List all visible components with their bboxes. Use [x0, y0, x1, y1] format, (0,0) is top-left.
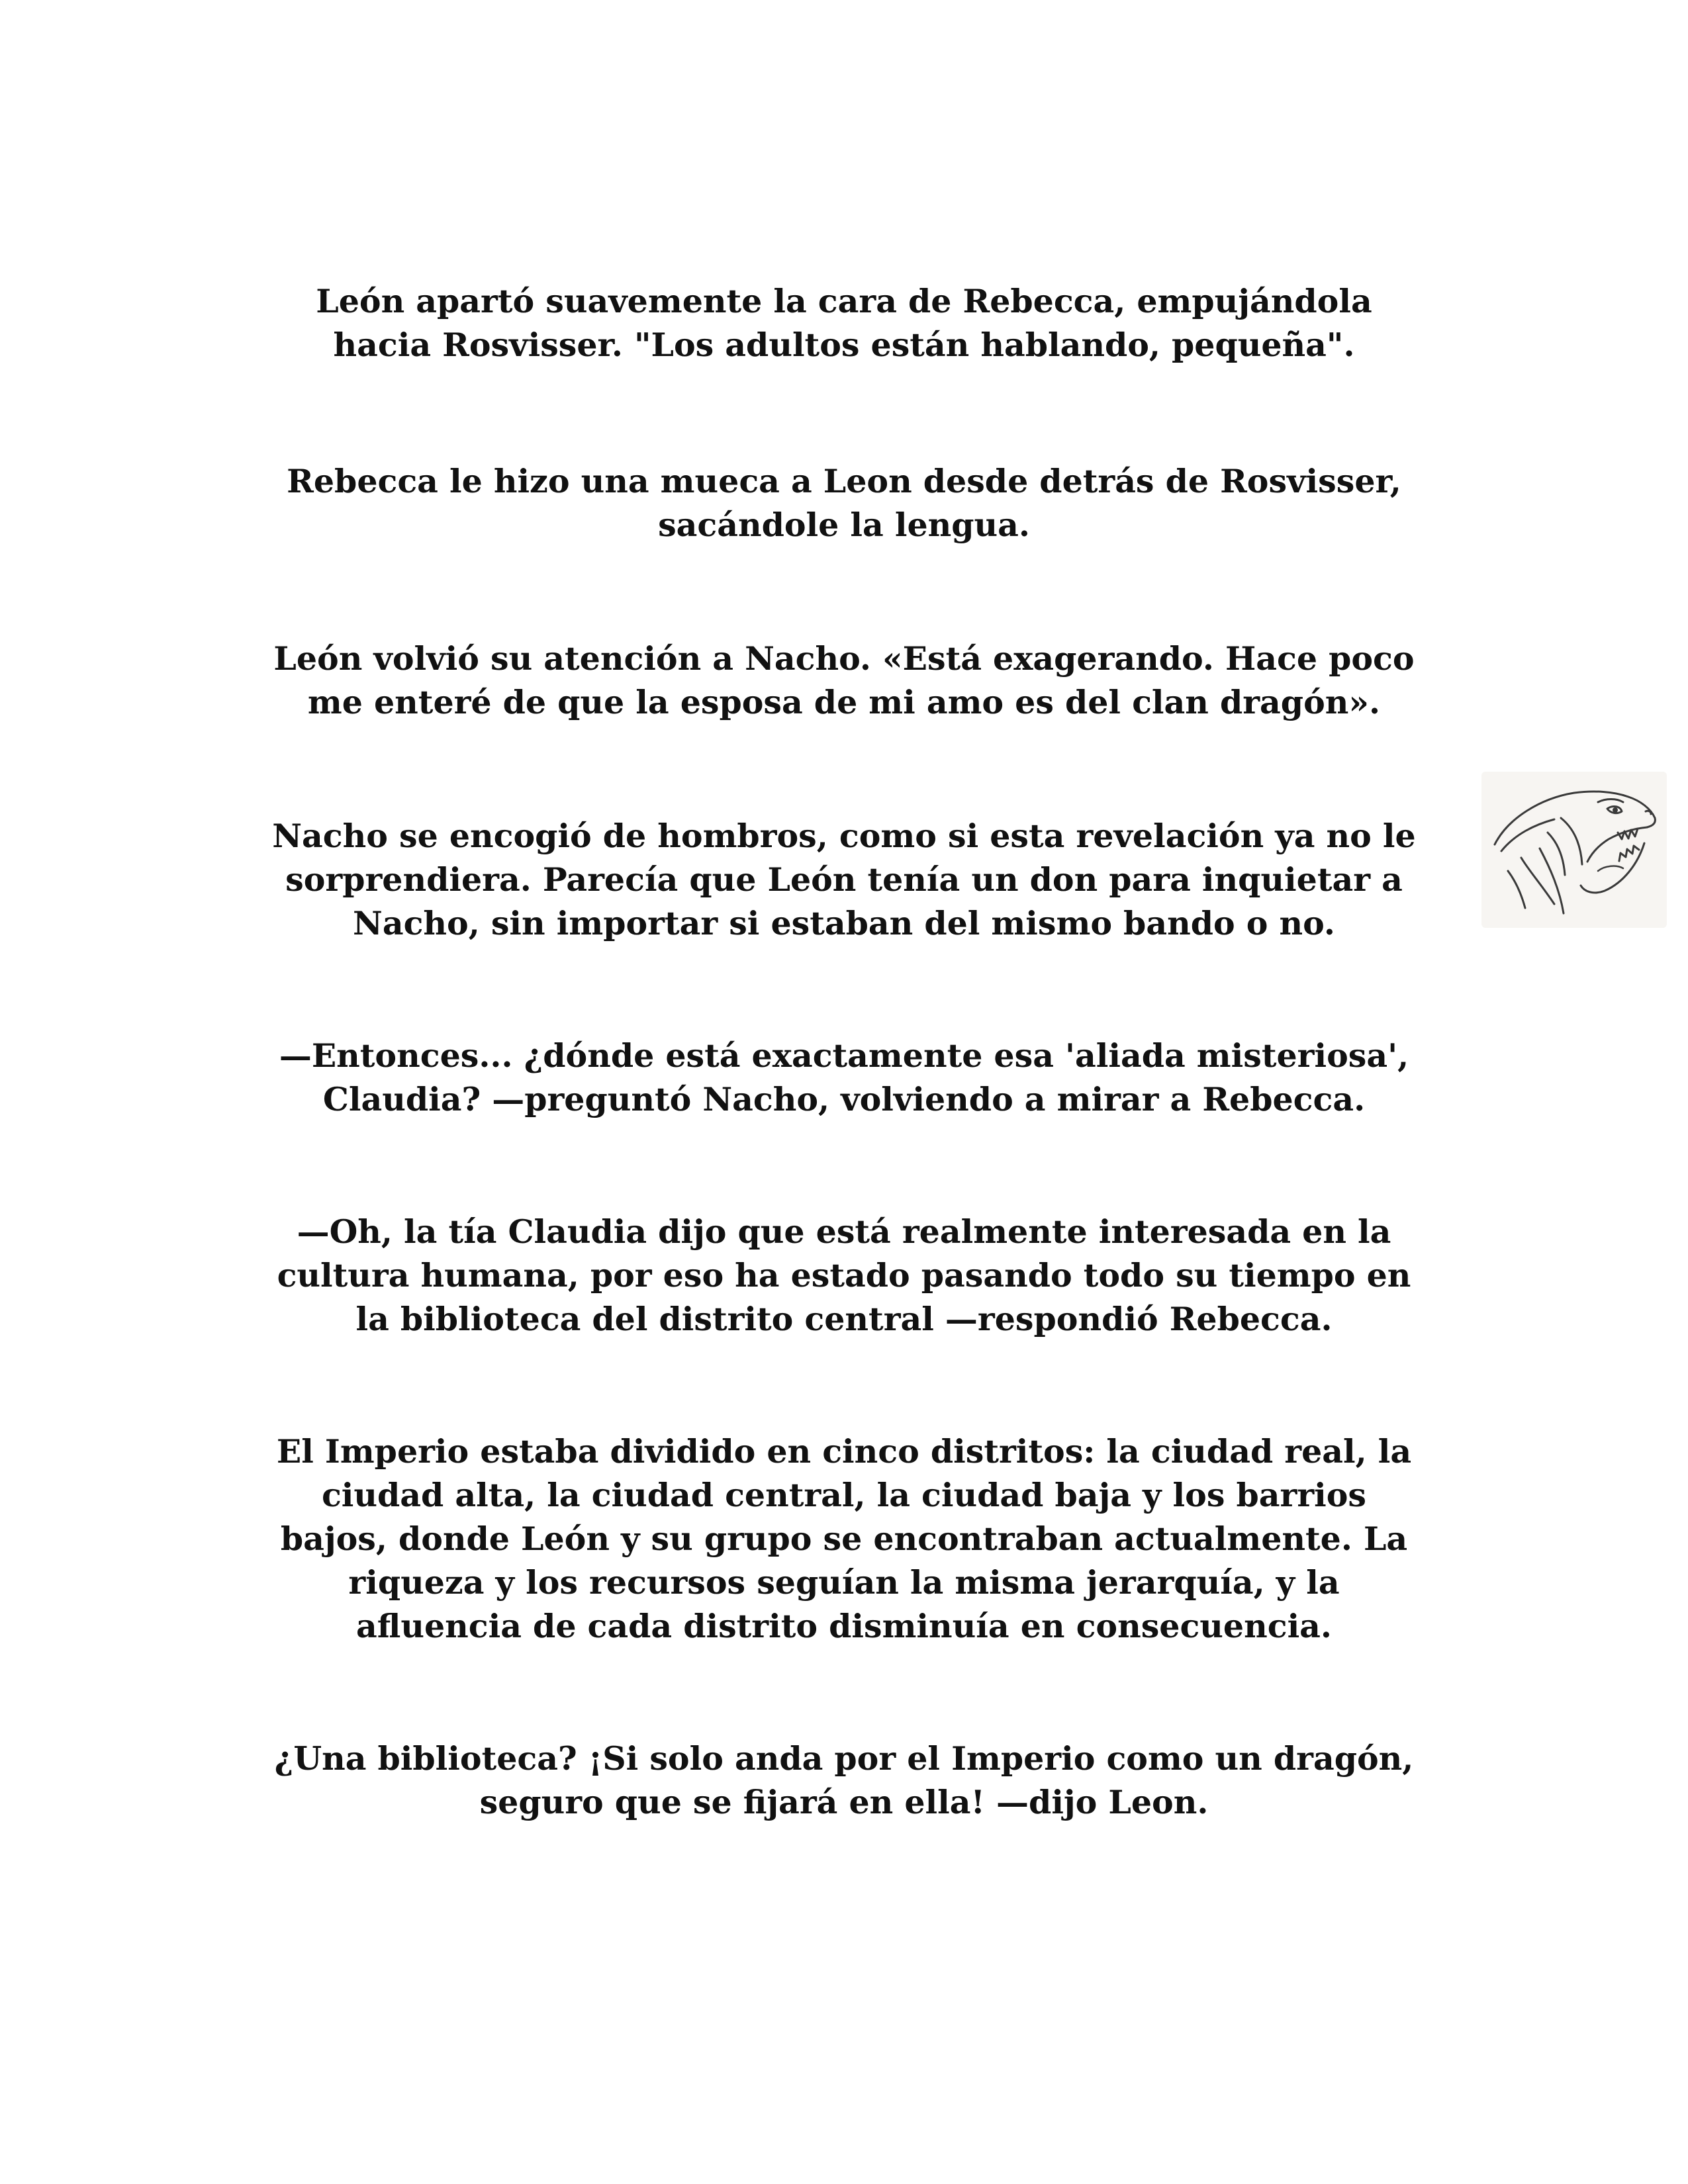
dinosaur-head-sketch-icon	[1481, 772, 1667, 928]
paragraph-7: El Imperio estaba dividido en cinco distritos: la ciudad real, la ciudad alta, la ciudad central, la ciudad baja y los barrios bajos, donde León y su grupo se encontraban actualmente. La riqueza y los recursos seguían la misma jerarquía, y la afluencia de cada distrito disminuía en consecuencia.	[276, 1432, 1412, 1645]
paragraph-6: —Oh, la tía Claudia dijo que está realmente interesada en la cultura humana, por eso ha estado pasando todo su tiempo en la biblioteca del distrito central —respondió Rebecca.	[277, 1212, 1411, 1338]
paragraph-3: León volvió su atención a Nacho. «Está exagerando. Hace poco me enteré de que la esposa de mi amo es del clan dragón».	[273, 639, 1415, 721]
paragraph-4: Nacho se encogió de hombros, como si esta revelación ya no le sorprendiera. Parecía que León tenía un don para inquietar a Nacho, sin importar si estaban del mismo bando o no.	[272, 817, 1416, 942]
paragraph-2: Rebecca le hizo una mueca a Leon desde detrás de Rosvisser, sacándole la lengua.	[287, 462, 1401, 544]
paragraph-8: ¿Una biblioteca? ¡Si solo anda por el Imperio como un dragón, seguro que se fijará en ella! —dijo Leon.	[274, 1739, 1414, 1821]
paragraph-1: León apartó suavemente la cara de Rebecca, empujándola hacia Rosvisser. "Los adultos están hablando, pequeña".	[316, 282, 1372, 364]
paragraph-5: —Entonces... ¿dónde está exactamente esa 'aliada misteriosa', Claudia? —preguntó Nacho, volviendo a mirar a Rebecca.	[279, 1036, 1409, 1118]
